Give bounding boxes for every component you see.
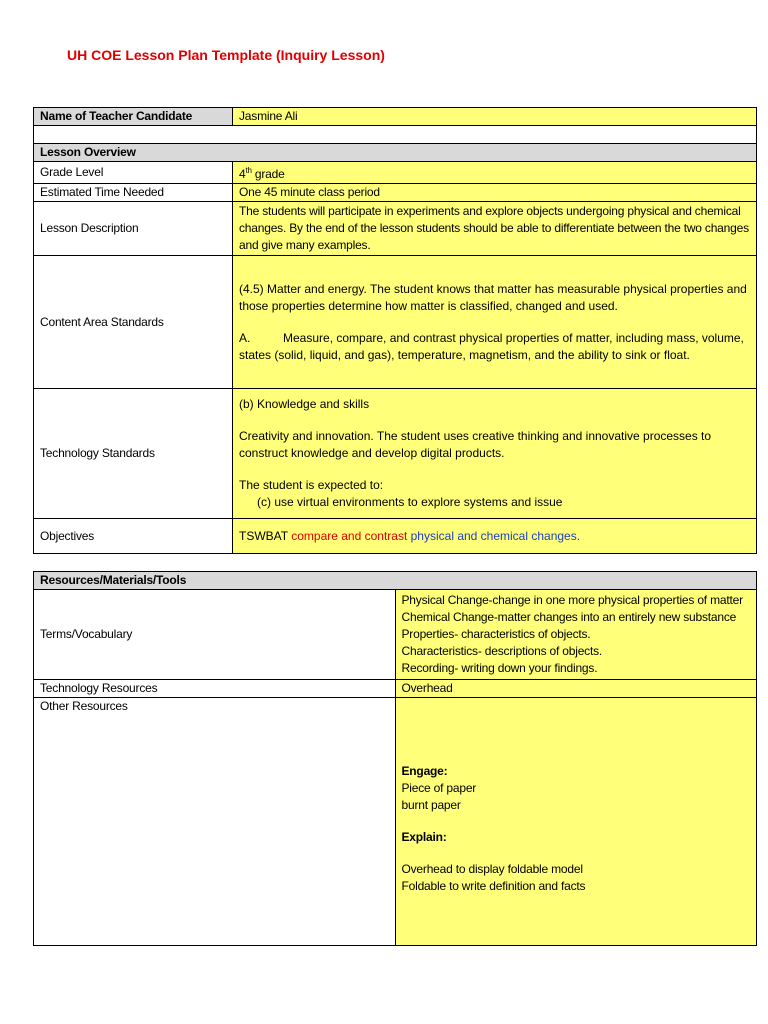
content-standards-row [34, 256, 757, 389]
grade-row [34, 162, 757, 184]
content-standard-a-text: Measure, compare, and contrast physical properties of matter, including mass, volume, states (solid, liquid, and gas), temperature, magnetism, and the ability to sink or float. [239, 330, 744, 362]
objective-period: . [576, 529, 581, 543]
content-standard-a-letter: A. [239, 330, 251, 345]
tech-resources-value: Overhead [395, 680, 757, 698]
description-label: Lesson Description [34, 202, 233, 256]
time-label: Estimated Time Needed [34, 184, 233, 202]
objective-prefix: TSWBAT [239, 529, 292, 543]
explain-item: Foldable to write definition and facts [401, 879, 586, 893]
tech-standards-row [34, 389, 757, 519]
objectives-row [34, 519, 757, 554]
blank-row [34, 126, 757, 144]
other-resources-value [395, 698, 757, 946]
objectives-value [233, 519, 757, 554]
term-item: Recording- writing down your findings. [401, 661, 598, 675]
engage-item: burnt paper [401, 798, 461, 812]
teacher-label: Name of Teacher Candidate [34, 108, 233, 126]
tech-standard-c-text: (c) use virtual environments to explore systems and issue [257, 495, 563, 509]
description-value: The students will participate in experiments and explore objects undergoing physical and chemical changes. By the end of the lesson students should be able to differentiate between the two changes and give many examples. [233, 202, 757, 256]
tech-standard-creativity: Creativity and innovation. The student uses creative thinking and innovative processes to construct knowledge and develop digital products. [239, 429, 712, 460]
resources-heading-row [34, 572, 757, 590]
content-standards-label: Content Area Standards [34, 256, 233, 389]
explain-heading: Explain: [401, 830, 447, 844]
term-item: Chemical Change-matter changes into an entirely new substance [401, 610, 737, 624]
tech-standard-heading: (b) Knowledge and skills [239, 397, 370, 411]
description-row [34, 202, 757, 256]
engage-heading: Engage: [401, 764, 448, 778]
overview-heading: Lesson Overview [34, 144, 757, 162]
overview-heading-row [34, 144, 757, 162]
engage-item: Piece of paper [401, 781, 477, 795]
content-standard-a [239, 330, 750, 364]
tech-resources-label: Technology Resources [34, 680, 396, 698]
explain-item: Overhead to display foldable model [401, 862, 583, 876]
resources-heading: Resources/Materials/Tools [34, 572, 757, 590]
tech-resources-row [34, 680, 757, 698]
teacher-row [34, 108, 757, 126]
term-item: Physical Change-change in one more physical properties of matter [401, 593, 743, 607]
grade-label: Grade Level [34, 162, 233, 184]
teacher-value: Jasmine Ali [233, 108, 757, 126]
grade-suffix: th [245, 166, 252, 175]
content-standard-intro: (4.5) Matter and energy. The student knows that matter has measurable physical properties and those properties determine how matter is classified, changed and used. [239, 281, 747, 313]
terms-value [395, 590, 757, 680]
tech-standards-label: Technology Standards [34, 389, 233, 519]
terms-label: Terms/Vocabulary [34, 590, 396, 680]
terms-row [34, 590, 757, 680]
objective-topic: physical and chemical changes [407, 529, 577, 543]
grade-word: grade [251, 167, 285, 181]
lesson-overview-table [33, 107, 757, 554]
time-row [34, 184, 757, 202]
term-item: Characteristics- descriptions of objects. [401, 644, 603, 658]
tech-standards-value [233, 389, 757, 519]
tech-standard-expectation: The student is expected to: [239, 478, 384, 492]
document-title: UH COE Lesson Plan Template (Inquiry Lesson) [67, 47, 385, 63]
grade-number: 4 [239, 167, 246, 181]
resources-table [33, 571, 757, 946]
other-resources-row [34, 698, 757, 946]
objective-verb: compare and contrast [291, 529, 408, 543]
grade-value [233, 162, 757, 184]
tech-standard-c [239, 494, 750, 511]
other-resources-label: Other Resources [34, 698, 396, 946]
term-item: Properties- characteristics of objects. [401, 627, 591, 641]
time-value: One 45 minute class period [233, 184, 757, 202]
blank-cell [34, 126, 757, 144]
objectives-label: Objectives [34, 519, 233, 554]
content-standards-value [233, 256, 757, 389]
